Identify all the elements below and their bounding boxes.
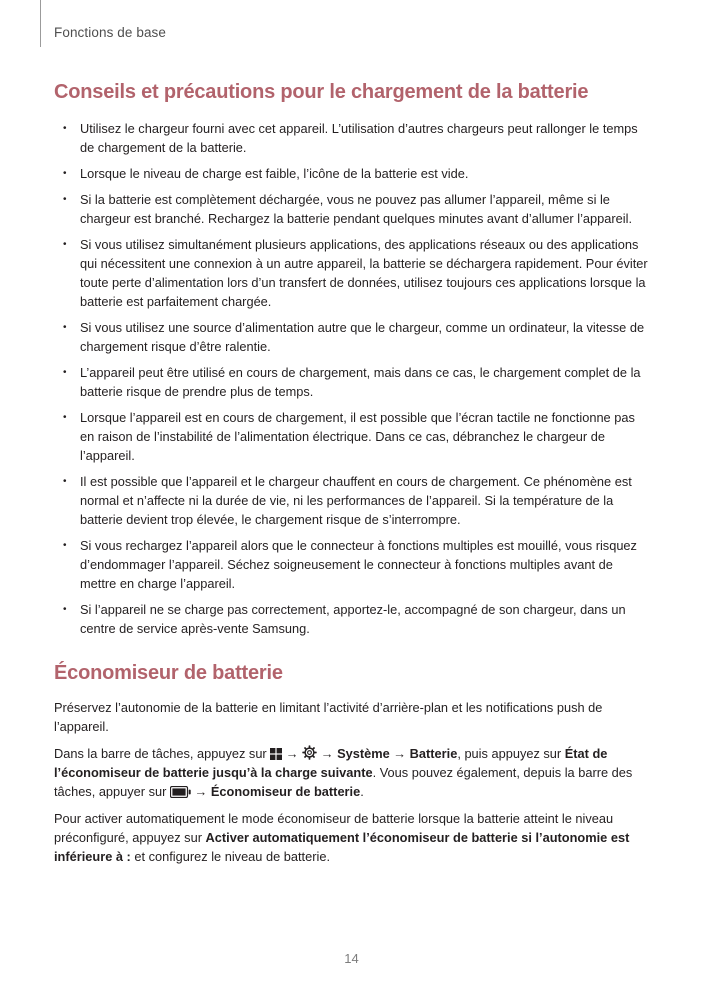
instruction-text: Dans la barre de tâches, appuyez sur xyxy=(54,746,271,761)
instruction-text: . xyxy=(360,784,364,799)
windows-start-icon xyxy=(270,748,282,760)
instruction-text: , puis appuyez sur xyxy=(457,746,565,761)
arrow-separator: → xyxy=(317,746,338,761)
auto-activate-text: et configurez le niveau de batterie. xyxy=(130,849,331,864)
list-item: • L’appareil peut être utilisé en cours de chargement, mais dans ce cas, le chargement complet de la batterie risque de prendre plus de temps. xyxy=(54,363,649,401)
section-title-charging-tips: Conseils et précautions pour le chargement de la batterie xyxy=(54,81,589,103)
arrow-separator: → xyxy=(282,746,303,761)
list-item: • Lorsque le niveau de charge est faible, l’icône de la batterie est vide. xyxy=(54,164,649,183)
list-item: • Si vous rechargez l’appareil alors que le connecteur à fonctions multiples est mouillé, vous risquez d’endommager l’appareil. Séchez soigneusement le connecteur à fonctions multiples avant de mettre en charge l’appareil. xyxy=(54,536,649,593)
battery-icon xyxy=(170,786,191,798)
setting-name-auto-activate: Activer automatiquement l’économiseur de batterie si l’autonomie est inférieure à : xyxy=(54,830,630,864)
charging-tips-list xyxy=(54,119,649,638)
list-item: • Utilisez le chargeur fourni avec cet appareil. L’utilisation d’autres chargeurs peut rallonger le temps de chargement de la batterie. xyxy=(54,119,649,157)
arrow-separator: → xyxy=(389,746,410,761)
list-item: • Si vous utilisez une source d’alimentation autre que le chargeur, comme un ordinateur, la vitesse de chargement risque d’être ralentie. xyxy=(54,318,649,356)
arrow-separator: → xyxy=(190,784,211,799)
instruction-text: . Vous pouvez également, depuis la barre des tâches, appuyer sur xyxy=(54,765,633,799)
list-item: • Si l’appareil ne se charge pas correctement, apportez-le, accompagné de son chargeur, dans un centre de service après-vente Samsung. xyxy=(54,600,649,638)
menu-item-economiseur: Économiseur de batterie xyxy=(210,784,361,799)
page-number: 14 xyxy=(344,951,359,966)
header-divider-line xyxy=(40,0,41,47)
menu-item-systeme: Système xyxy=(337,746,390,761)
menu-item-batterie: Batterie xyxy=(409,746,458,761)
list-item: • Si vous utilisez simultanément plusieurs applications, des applications réseaux ou des applications qui nécessitent une connexion à un autre appareil, la batterie se déchargera rapidement. Pour éviter toute perte d’alimentation lors d’un transfert de données, utilisez toujours ces applications lorsque la batterie est parfaitement chargée. xyxy=(54,235,649,311)
paragraph-auto-activate xyxy=(54,809,649,866)
page-content xyxy=(54,80,649,874)
list-item: • Il est possible que l’appareil et le chargeur chauffent en cours de chargement. Ce phénomène est normal et n’affecte ni la durée de vie, ni les performances de l’appareil. Si la température de la batterie devient trop élevée, le chargement risque de s’interrompre. xyxy=(54,472,649,529)
section-title-battery-saver: Économiseur de batterie xyxy=(54,662,283,684)
intro-text: Préservez l’autonomie de la batterie en limitant l’activité d’arrière-plan et les notifications push de l’appareil. xyxy=(54,700,603,734)
list-item: • Lorsque l’appareil est en cours de chargement, il est possible que l’écran tactile ne fonctionne pas en raison de l’instabilité de l’alimentation électrique. Dans ce cas, débranchez le chargeur de l’appareil. xyxy=(54,408,649,465)
breadcrumb: Fonctions de base xyxy=(54,25,167,40)
settings-gear-icon xyxy=(302,745,317,760)
auto-activate-text: Pour activer automatiquement le mode économiseur de batterie lorsque la batterie atteint le niveau préconfiguré, appuyez sur xyxy=(54,811,614,845)
paragraph-battery-saver-path xyxy=(54,744,649,801)
setting-name-saver-state: État de l’économiseur de batterie jusqu’à la charge suivante xyxy=(54,746,608,780)
list-item: • Si la batterie est complètement déchargée, vous ne pouvez pas allumer l’appareil, même si le chargeur est branché. Rechargez la batterie pendant quelques minutes avant d’allumer l’appareil. xyxy=(54,190,649,228)
paragraph-battery-saver-intro xyxy=(54,698,649,736)
